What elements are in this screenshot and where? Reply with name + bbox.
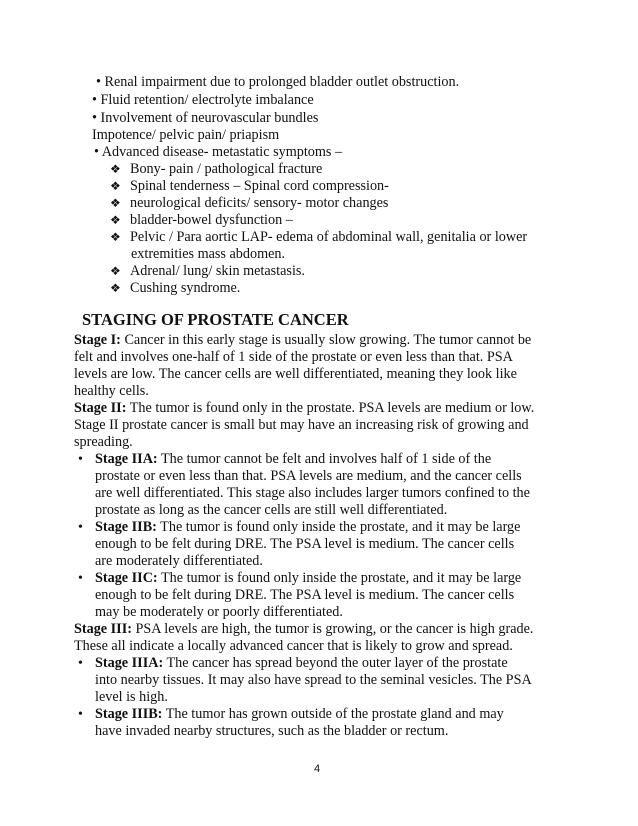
stage-ii-line: spreading. [74,434,133,450]
stage-iii-line: Stage III: PSA levels are high, the tumor is growing, or the cancer is high grade. [74,621,534,637]
stage-iia-label: Stage IIA: [95,451,158,467]
sub-list-item: bladder-bowel dysfunction – [130,212,293,228]
stage-i-line: levels are low. The cancer cells are well differentiated, meaning they look like [74,366,517,382]
stage-i-label: Stage I: [74,332,121,348]
stage-iiib-line: Stage IIIB: The tumor has grown outside of the prostate gland and may [95,706,504,722]
bullet-icon: • [78,571,83,586]
diamond-bullet-icon: ❖ [110,213,121,227]
sub-list-item: Adrenal/ lung/ skin metastasis. [130,263,305,279]
sub-list-item-continuation: extremities mass abdomen. [131,246,286,262]
bullet-icon: • [78,520,83,535]
list-item: • Fluid retention/ electrolyte imbalance [92,92,314,108]
stage-iiia-line: level is high. [95,689,168,705]
stage-iiia-label: Stage IIIA: [95,655,164,671]
stage-iic-line: may be moderately or poorly differentiated. [95,604,343,620]
diamond-bullet-icon: ❖ [110,281,121,295]
stage-iia-line: Stage IIA: The tumor cannot be felt and involves half of 1 side of the [95,451,492,467]
sub-list-item: neurological deficits/ sensory- motor changes [130,195,389,211]
sub-list-item: Pelvic / Para aortic LAP- edema of abdominal wall, genitalia or lower [130,229,528,245]
sub-list-item: Bony- pain / pathological fracture [130,161,323,177]
section-heading: STAGING OF PROSTATE CANCER [82,310,349,329]
stage-iii-label: Stage III: [74,621,132,637]
diamond-bullet-icon: ❖ [110,162,121,176]
stage-iiia-line: into nearby tissues. It may also have spread to the seminal vesicles. The PSA [95,672,532,688]
stage-i-line: felt and involves one-half of 1 side of the prostate or even less than that. PSA [74,349,513,365]
stage-iic-line: enough to be felt during DRE. The PSA level is medium. The cancer cells [95,587,515,603]
diamond-bullet-icon: ❖ [110,230,121,244]
stage-iii-line: These all indicate a locally advanced cancer that is likely to grow and spread. [74,638,513,654]
stage-iib-line: are moderately differentiated. [95,553,263,569]
stage-ii-label: Stage II: [74,400,127,416]
list-item: Impotence/ pelvic pain/ priapism [92,127,280,143]
bullet-icon: • [78,656,83,671]
sub-list-item: Spinal tenderness – Spinal cord compression- [130,178,389,194]
stage-iib-line: Stage IIB: The tumor is found only inside the prostate, and it may be large [95,519,521,535]
bullet-icon: • [78,707,83,722]
stage-iiib-line: have invaded nearby structures, such as the bladder or rectum. [95,723,449,739]
stage-iia-line: prostate or even less than that. PSA levels are medium, and the cancer cells [95,468,522,484]
list-item: • Involvement of neurovascular bundles [92,110,319,126]
list-item: • Advanced disease- metastatic symptoms – [94,144,343,160]
stage-i-line: healthy cells. [74,383,149,399]
stage-iiia-line: Stage IIIA: The cancer has spread beyond the outer layer of the prostate [95,655,508,671]
stage-iib-label: Stage IIB: [95,519,157,535]
stage-ii-line: Stage II: The tumor is found only in the prostate. PSA levels are medium or low. [74,400,535,416]
stage-iiib-label: Stage IIIB: [95,706,163,722]
stage-iic-line: Stage IIC: The tumor is found only inside the prostate, and it may be large [95,570,522,586]
stage-iia-line: prostate as long as the cancer cells are still well differentiated. [95,502,448,518]
stage-i-line: Stage I: Cancer in this early stage is usually slow growing. The tumor cannot be [74,332,532,348]
sub-list-item: Cushing syndrome. [130,280,241,296]
stage-iic-label: Stage IIC: [95,570,158,586]
list-item: • Renal impairment due to prolonged bladder outlet obstruction. [96,74,460,90]
diamond-bullet-icon: ❖ [110,196,121,210]
bullet-icon: • [78,452,83,467]
stage-ii-line: Stage II prostate cancer is small but may have an increasing risk of growing and [74,417,529,433]
page-number: 4 [314,763,321,775]
diamond-bullet-icon: ❖ [110,264,121,278]
stage-iia-line: are well differentiated. This stage also includes larger tumors confined to the [95,485,530,501]
diamond-bullet-icon: ❖ [110,179,121,193]
stage-iib-line: enough to be felt during DRE. The PSA level is medium. The cancer cells [95,536,515,552]
